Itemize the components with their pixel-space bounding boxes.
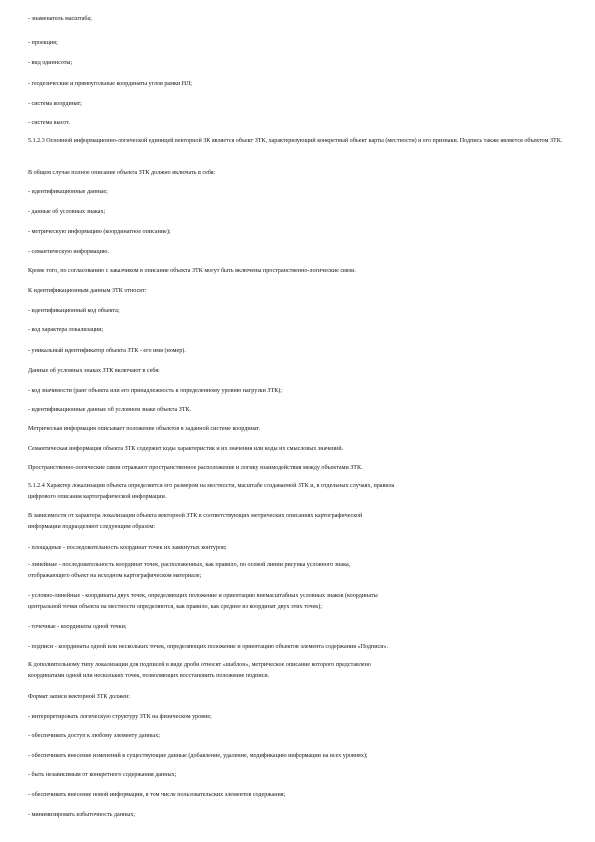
paragraph [28, 731, 568, 742]
text-line: К идентификационным данным ЗТК относят: [28, 288, 147, 294]
text-line: - проекция; [28, 40, 58, 46]
text-line: - код значимости (ранг объекта или его принадлежность к определенному уровню нагрузки ЗТК); [28, 388, 282, 394]
text-line: - идентификационные данные; [28, 189, 108, 195]
paragraph [28, 642, 568, 653]
paragraph [28, 79, 568, 90]
text-line: - идентификационные данные об условном знаке объекта ЗТК. [28, 407, 192, 413]
text-line: Пространственно-логические связи отражают пространственное расположение и логику взаимодействия между объектами ЗТК. [28, 465, 363, 471]
paragraph [28, 386, 568, 397]
text-line: Данные об условных знаках ЗТК включают в себя: [28, 368, 160, 374]
paragraph [28, 286, 568, 297]
paragraph [28, 247, 568, 258]
paragraph [28, 366, 568, 377]
paragraph [28, 481, 568, 503]
text-line: - обеспечивать доступ к любому элементу данных; [28, 733, 160, 739]
text-line: 5.1.2.3 Основной информационно-логической единицей векторной ЗК является объект ЗТК, характеризующий конкретный объект карты (местности) и его признаки. Подпись также является объектом ЗТК. [28, 138, 563, 144]
text-line: отображающего объект на исходном картографическом материале; [28, 573, 202, 579]
text-line: - интерпретировать логическую структуру ЗТК на физическом уровне; [28, 714, 212, 720]
text-line: Кроме того, по согласованию с заказчиком в описание объекта ЗТК могут быть включены пространственно-логические связи. [28, 268, 356, 274]
paragraph [28, 14, 568, 25]
text-line: информации подразделяют следующим образом: [28, 524, 156, 530]
text-line: - площадные - последовательность координат точек их замкнутых контуров; [28, 545, 227, 551]
paragraph [28, 38, 568, 49]
paragraph [28, 511, 568, 533]
paragraph [28, 712, 568, 723]
text-line: - идентификационный код объекта; [28, 308, 120, 314]
paragraph [28, 405, 568, 416]
paragraph [28, 306, 568, 317]
text-line: В общем случае полное описание объекта ЗТК должно включать в себя: [28, 170, 216, 176]
text-line: В зависимости от характера локализации объекта векторной ЗТК в соответствующих метрических описаниях картографической [28, 513, 363, 519]
paragraph [28, 591, 568, 613]
paragraph [28, 463, 568, 474]
text-line: - уникальный идентификатор объекта ЗТК - его имя (номер). [28, 348, 186, 354]
text-line: - геодезические и прямоугольные координаты углов рамки НЛ; [28, 81, 192, 87]
paragraph [28, 187, 568, 198]
paragraph [28, 99, 568, 110]
paragraph [28, 424, 568, 435]
text-line: координатами одной или нескольких точек, позволяющих восстановить положение подписи. [28, 673, 270, 679]
paragraph [28, 207, 568, 218]
text-line: - линейные - последовательность координат точек, расположенных, как правило, по осевой линии рисунка условного знака, [28, 562, 351, 568]
text-line: - данные об условных знаках; [28, 209, 106, 215]
text-line: - обеспечивать внесение изменений в существующие данные (добавление, удаление, модификацию информации на всех уровнях); [28, 753, 368, 759]
paragraph [28, 58, 568, 69]
text-line: - вид одиннсоты; [28, 60, 73, 66]
paragraph [28, 168, 568, 179]
paragraph [28, 810, 568, 821]
text-line: центральной точки объекта на местности определяются, как правило, как среднее из координат двух этих точек); [28, 604, 322, 610]
paragraph [28, 622, 568, 633]
text-line: 5.1.2.4 Характер локализации объекта определяется его размером на местности, масштабе создаваемой ЗТК и, в отдельных случаях, правила [28, 483, 395, 489]
text-line: - обеспечивать внесение новой информации, в том числе пользовательских элементов содержания; [28, 792, 286, 798]
paragraph [28, 444, 568, 455]
text-line: - условно-линейные - координаты двух точек, определяющих положение и ориентацию внемасштабных условных знаков (координаты [28, 593, 378, 599]
text-line: - система высот. [28, 120, 71, 126]
paragraph [28, 692, 568, 703]
paragraph [28, 325, 568, 336]
paragraph [28, 266, 568, 277]
text-line: Формат записи векторной ЗТК должен: [28, 694, 130, 700]
text-line: цифрового описания картографической информации. [28, 494, 167, 500]
paragraph [28, 770, 568, 781]
paragraph [28, 227, 568, 238]
paragraph [28, 560, 568, 582]
text-line: - точечные - координаты одной точки; [28, 624, 127, 630]
text-line: - минимизировать избыточность данных; [28, 812, 136, 818]
text-line: - подписи - координаты одной или нескольких точек, определяющих положение и ориентацию объектов элемента содержания «Подписи». [28, 644, 389, 650]
paragraph [28, 790, 568, 801]
paragraph [28, 543, 568, 554]
text-line: - быть независимым от конкретного содержания данных; [28, 772, 177, 778]
paragraph [28, 660, 568, 682]
paragraph [28, 118, 568, 129]
text-line: - метрическую информацию (координатное описание); [28, 229, 171, 235]
text-line: Семантическая информация объекта ЗТК содержит коды характеристик и их значения или коды их смысловых значений. [28, 446, 344, 452]
text-line: Метрическая информация описывает положение объектов в заданной системе координат. [28, 426, 261, 432]
paragraph [28, 136, 573, 147]
text-line: - система координат; [28, 101, 82, 107]
text-line: К дополнительному типу локализации для подписей в виде дроби относят «шаблон», метрическое описание которого представлено [28, 662, 371, 668]
paragraph [28, 751, 568, 762]
text-line: - семантическую информацию. [28, 249, 109, 255]
text-line: - знаменатель масштаба; [28, 16, 92, 22]
paragraph [28, 346, 568, 357]
text-line: - код характера локализации; [28, 327, 104, 333]
